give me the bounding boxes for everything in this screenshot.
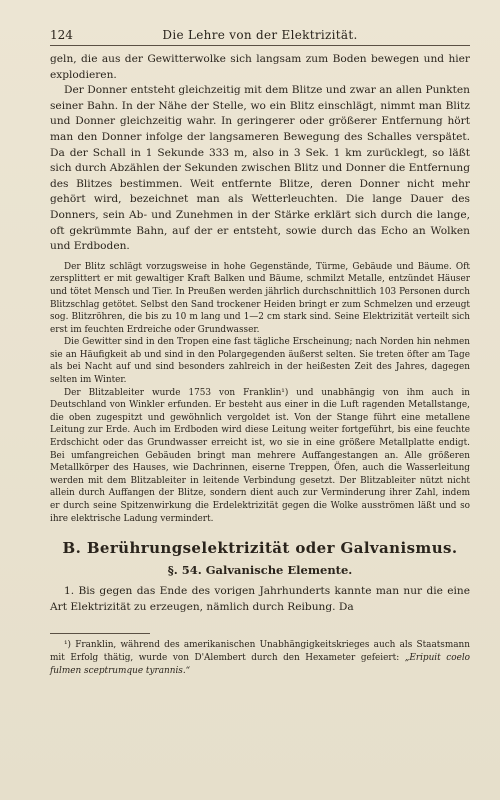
page-number: 124 xyxy=(50,28,73,42)
footnote-rule xyxy=(50,633,150,634)
small-paragraph-2: Die Gewitter sind in den Tropen eine fast tägliche Erscheinung; nach Norden hin nehmen sie an Häufigkeit ab und sind in den Polargegenden äußerst selten. Sie treten öfter am Tage als bei Nacht auf und sind besonders zahlreich in der heißesten Zeit des Jahres, dagegen selten im Winter. xyxy=(50,337,470,386)
running-header xyxy=(50,28,470,46)
footnote-quote: „Eripuit coelo fulmen sceptrumque tyrannis.“ xyxy=(50,652,471,676)
footnote-text: ¹) Franklin, während des amerikanischen Unabhängigkeitskrieges auch als Staatsmann mit Erfolg thätig, wurde von D'Alembert durch den Hexameter gefeiert: xyxy=(50,640,470,663)
running-title: Die Lehre von der Elektrizität. xyxy=(162,28,358,42)
small-paragraph-3: Der Blitzableiter wurde 1753 von Franklin¹) und unabhängig von ihm auch in Deutschland von Winkler erfunden. Er besteht aus einer in die Luft ragenden Metallstange, die oben zugespitzt und gewöhnlich vergoldet ist. Von der Stange führt eine metallene Leitung zur Erde. Auch im Erdboden wird diese Leitung weiter fortgeführt, bis eine feuchte Erdschicht oder das Grundwasser erreicht ist, wo sie in eine größere Metallplatte endigt. Bei umfangreichen Gebäuden bringt man mehrere Auffangestangen an. Alle größeren Metallkörper des Hauses, wie Dachrinnen, eiserne Treppen, Öfen, auch die Wasserleitung werden mit dem Blitzableiter in leitende Verbindung gesetzt. Der Blitzableiter nützt nicht allein durch Auffangen der Blitze, sondern dient auch zur Verminderung ihrer Zahl, indem er durch seine Spitzenwirkung die Erdelektrizität gegen die Wolke ausströmen läßt und so ihre elektrische Ladung vermindert. xyxy=(50,387,470,524)
small-paragraph-1: Der Blitz schlägt vorzugsweise in hohe Gegenstände, Türme, Gebäude und Bäume. Oft zersplittert er mit gewaltiger Kraft Balken und Bäume, schmilzt Metalle, entzündet Häuser und tötet Mensch und Tier. In Preußen werden jährlich durchschnittlich 103 Personen durch Blitzschlag getötet. Selbst den Sand trockener Heiden bringt er zum Schmelzen und erzeugt sog. Blitzröhren, die bis zu 10 m lang und 1—2 cm stark sind. Seine Elektrizität verteilt sich erst im feuchten Erdreiche oder Grundwasser. xyxy=(50,261,470,335)
subsection-heading: §. 54. Galvanische Elemente. xyxy=(167,563,353,578)
body-paragraph-2: Der Donner entsteht gleichzeitig mit dem Blitze und zwar an allen Punkten seiner Bahn. In der Nähe der Stelle, wo ein Blitz einschlägt, nimmt man Blitz und Donner gleichzeitig wahr. In geringerer oder größerer Entfernung hört man den Donner infolge der langsameren Bewegung des Schalles verspätet. Da der Schall in 1 Sekunde 333 m, also in 3 Sek. 1 km zurücklegt, so läßt sich durch Abzählen der Sekunden zwischen Blitz und Donner die Entfernung des Blitzes bestimmen. Weit entfernte Blitze, deren Donner nicht mehr gehört wird, bezeichnet man als Wetterleuchten. Die lange Dauer des Donners, sein Ab- und Zunehmen in der Stärke erklärt sich durch die lange, oft gekrümmte Bahn, auf der er entsteht, sowie durch das Echo an Wolken und Erdboden. xyxy=(50,84,470,253)
section-heading: B. Berührungselektrizität oder Galvanismus. xyxy=(62,539,458,558)
body-paragraph-1: geln, die aus der Gewitterwolke sich langsam zum Boden bewegen und hier explodieren. xyxy=(50,53,470,81)
body-paragraph-3: 1. Bis gegen das Ende des vorigen Jahrhunderts kannte man nur die eine Art Elektrizität zu erzeugen, nämlich durch Reibung. Da xyxy=(50,585,470,613)
footnote xyxy=(50,639,470,677)
